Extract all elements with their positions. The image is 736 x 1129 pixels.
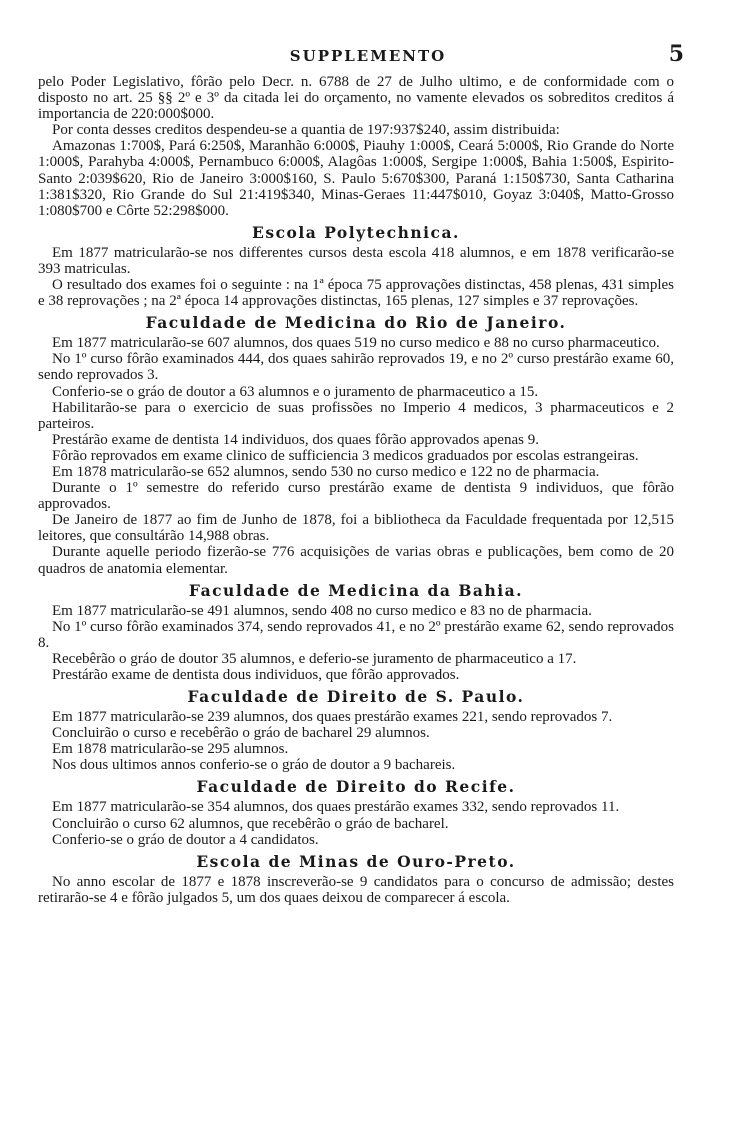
paragraph: Em 1878 matricularão-se 295 alumnos.	[52, 741, 289, 758]
paragraph: Habilitarão-se para o exercicio de suas profissões no Imperio 4 medicos, 3 pharmaceuticos e 2 parteiros.	[38, 399, 674, 432]
paragraph: Em 1877 matricularão-se 239 alumnos, dos quaes prestárão exames 221, sendo reprovados 7.	[52, 709, 613, 726]
running-title: SUPPLEMENTO	[289, 47, 447, 65]
paragraph: Fôrão reprovados em exame clinico de sufficiencia 3 medicos graduados por escolas estrangeiras.	[52, 447, 639, 464]
paragraph: Amazonas 1:700$, Pará 6:250$, Maranhão 6:000$, Piauhy 1:000$, Ceará 5:000$, Rio Grande do Norte 1:000$, Parahyba 4:000$, Pernambuco 6:000$, Alagôas 1:000$, Sergipe 1:000$, Bahia 1:500$, Espirito-Santo 2:039$620, Rio de Janeiro 3:000$160, S. Paulo 5:670$300, Paraná 1:150$730, Santa Catharina 1:381$320, Rio Grande do Sul 21:419$340, Minas-Geraes 11:447$010, Goyaz 3:040$, Matto-Grosso 1:080$700 e Côrte 52:298$000.	[38, 138, 674, 219]
paragraph: Conferio-se o gráo de doutor a 63 alumnos e o juramento de pharmaceutico a 15.	[52, 383, 539, 400]
paragraph: Durante aquelle periodo fizerão-se 776 acquisições de varias obras e publicações, bem como de 20 quadros de anatomia elementar.	[38, 544, 674, 577]
paragraph: Prestárão exame de dentista dous individuos, que fôrão approvados.	[52, 667, 460, 683]
section-heading-polytechnica: Escola Polytechnica.	[252, 222, 460, 242]
paragraph: De Janeiro de 1877 ao fim de Junho de 1878, foi a bibliotheca da Faculdade frequentada por 12,515 leitores, que consultárão 14,988 obras.	[38, 512, 674, 545]
page-body	[38, 74, 674, 906]
paragraph: Conferio-se o gráo de doutor a 4 candidatos.	[52, 831, 319, 848]
paragraph: No 1º curso fôrão examinados 374, sendo reprovados 41, e no 2º prestárão exame 62, sendo reprovados 8.	[38, 618, 674, 651]
paragraph: Em 1877 matricularão-se 354 alumnos, dos quaes prestárão exames 332, sendo reprovados 11.	[52, 799, 620, 816]
section-heading-direito-recife: Faculdade de Direito do Recife.	[196, 777, 516, 797]
paragraph: Recebêrão o gráo de doutor 35 alumnos, e deferio-se juramento de pharmaceutico a 17.	[52, 650, 577, 667]
paragraph: Em 1878 matricularão-se 652 alumnos, sendo 530 no curso medico e 122 no de pharmacia.	[52, 463, 600, 480]
section-heading-medicina-rio: Faculdade de Medicina do Rio de Janeiro.	[145, 313, 567, 333]
section-heading-minas-ouro-preto: Escola de Minas de Ouro-Preto.	[196, 851, 516, 871]
paragraph: No anno escolar de 1877 e 1878 inscreverão-se 9 candidatos para o concurso de admissão; destes retirarão-se 4 e fôrão julgados 5, um dos quaes deixou de comparecer á escola.	[38, 873, 674, 906]
paragraph: Em 1877 matricularão-se 491 alumnos, sendo 408 no curso medico e 83 no de pharmacia.	[52, 602, 592, 619]
paragraph: Durante o 1º semestre do referido curso prestárão exame de dentista 9 individuos, que fôrão approvados.	[38, 480, 674, 513]
paragraph: No 1º curso fôrão examinados 444, dos quaes sahirão reprovados 19, e no 2º curso prestárão exame 60, sendo reprovados 3.	[38, 351, 674, 384]
section-heading-direito-sp: Faculdade de Direito de S. Paulo.	[187, 687, 525, 707]
paragraph: Concluirão o curso e recebêrão o gráo de bacharel 29 alumnos.	[52, 725, 430, 742]
paragraph: Concluirão o curso 62 alumnos, que recebêrão o gráo de bacharel.	[52, 815, 449, 832]
paragraph: Nos dous ultimos annos conferio-se o gráo de doutor a 9 bachareis.	[52, 757, 456, 774]
paragraph: Em 1877 matricularão-se 607 alumnos, dos quaes 519 no curso medico e 88 no curso pharmaceutico.	[52, 335, 660, 352]
page-number: 5	[668, 41, 684, 67]
paragraph: pelo Poder Legislativo, fôrão pelo Decr. n. 6788 de 27 de Julho ultimo, e de conformidade com o disposto no art. 25 §§ 2º e 3º da citada lei do orçamento, no vamente elevados os sobreditos creditos á importancia de 220:000$000.	[38, 74, 674, 123]
paragraph: Prestárão exame de dentista 14 individuos, dos quaes fôrão approvados apenas 9.	[52, 431, 539, 448]
section-heading-medicina-bahia: Faculdade de Medicina da Bahia.	[188, 580, 524, 600]
paragraph: Em 1877 matricularão-se nos differentes cursos desta escola 418 alumnos, e em 1878 verificarão-se 393 matriculas.	[38, 244, 674, 277]
paragraph: O resultado dos exames foi o seguinte : na 1ª época 75 approvações distinctas, 458 plenas, 431 simples e 38 reprovações ; na 2ª época 14 approvações distinctas, 165 plenas, 127 simples e 37 reprovações.	[38, 277, 674, 310]
paragraph: Por conta desses creditos despendeu-se a quantia de 197:937$240, assim distribuida:	[52, 122, 560, 139]
page-header	[0, 41, 736, 68]
